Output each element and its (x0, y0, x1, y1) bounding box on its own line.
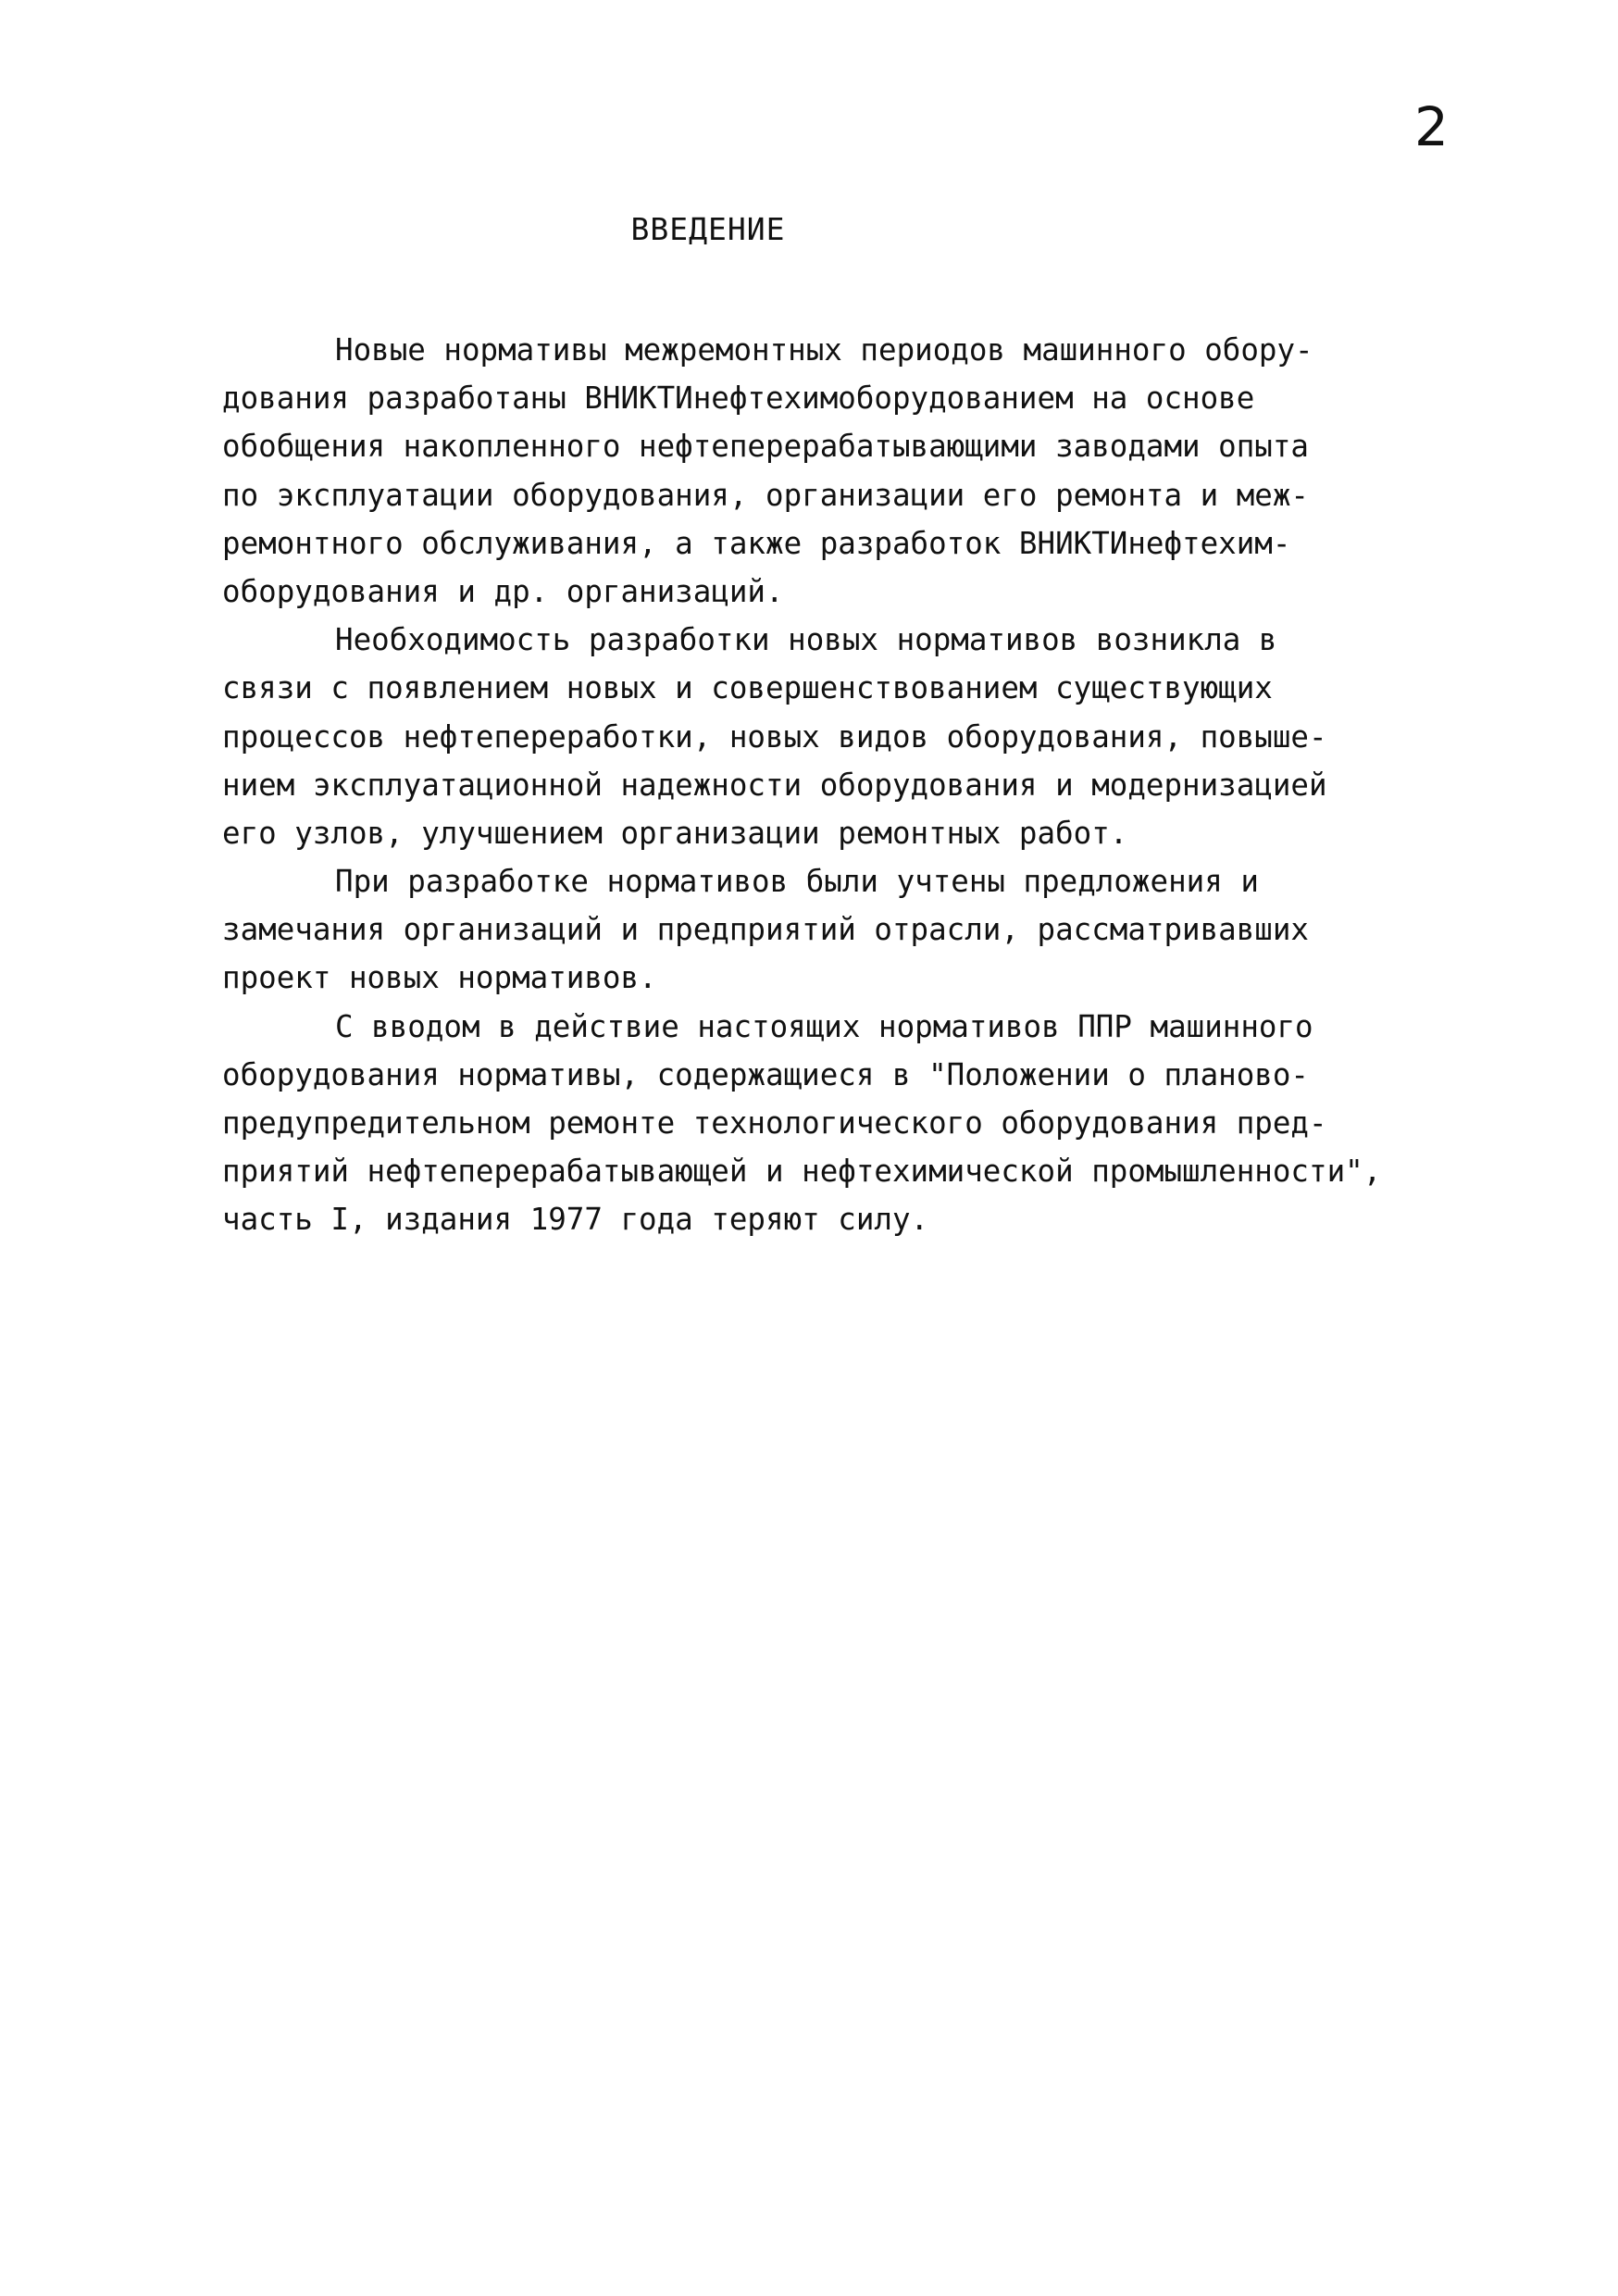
paragraph-1-line-4: по эксплуатации оборудования, организации его ремонта и меж- (222, 477, 1309, 513)
paragraph-4-line-2: оборудования нормативы, содержащиеся в "Положении о планово- (222, 1056, 1309, 1092)
paragraph-1-line-5: ремонтного обслуживания, а также разработок ВНИКТИнефтехим- (222, 525, 1291, 561)
page-title: ВВЕДЕНИЕ (630, 211, 786, 247)
body-text (222, 326, 1518, 1244)
paragraph-3-line-3: проект новых нормативов. (222, 960, 657, 996)
paragraph-4-line-3: предупредительном ремонте технологического оборудования пред- (222, 1105, 1327, 1141)
paragraph-2-line-4: нием эксплуатационной надежности оборудования и модернизацией (222, 767, 1327, 803)
paragraph-2-line-3: процессов нефтепереработки, новых видов оборудования, повыше- (222, 718, 1327, 755)
paragraph-4-line-1: С вводом в действие настоящих нормативов ППР машинного (335, 1008, 1313, 1044)
paragraph-4-line-5: часть I, издания 1977 года теряют силу. (222, 1202, 929, 1238)
paragraph-4-line-4: приятий нефтеперерабатывающей и нефтехимической промышленности", (222, 1154, 1382, 1190)
paragraph-2-line-2: связи с появлением новых и совершенствованием существующих (222, 670, 1273, 706)
page-number: 2 (1414, 95, 1449, 158)
paragraph-1-line-2: дования разработаны ВНИКТИнефтехимоборудованием на основе (222, 381, 1255, 417)
paragraph-1-line-6: оборудования и др. организаций. (222, 573, 784, 609)
paragraph-2-line-5: его узлов, улучшением организации ремонтных работ. (222, 815, 1128, 851)
paragraph-3-line-2: замечания организаций и предприятий отрасли, рассматривавших (222, 912, 1309, 948)
paragraph-1-line-1: Новые нормативы межремонтных периодов машинного обору- (335, 332, 1313, 368)
paragraph-3-line-1: При разработке нормативов были учтены предложения и (335, 864, 1259, 900)
paragraph-2-line-1: Необходимость разработки новых нормативов возникла в (335, 622, 1277, 658)
paragraph-1-line-3: обобщения накопленного нефтеперерабатывающими заводами опыта (222, 429, 1309, 465)
